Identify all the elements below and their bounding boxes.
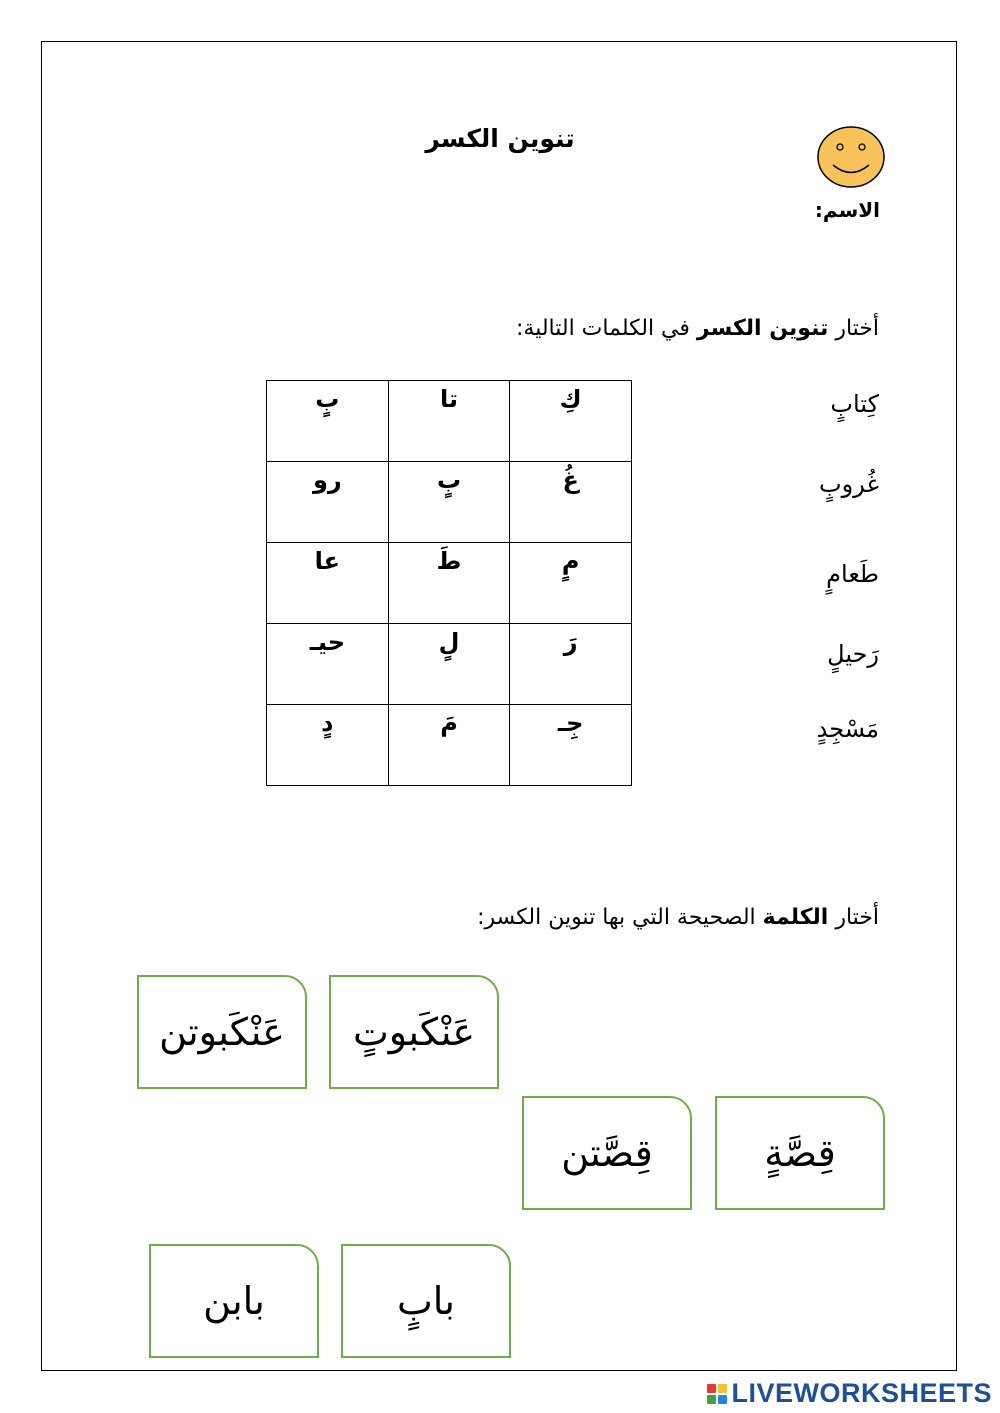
syllable-cell[interactable]: مَ [388, 705, 510, 786]
table-row [267, 543, 632, 624]
instruction-text: في الكلمات التالية: [515, 316, 697, 341]
syllable-cell[interactable]: غُ [510, 462, 632, 543]
syllable-cell[interactable]: مٍ [510, 543, 632, 624]
smiley-face-icon [816, 125, 886, 189]
name-label: الاسم: [814, 198, 880, 222]
syllable-cell[interactable]: رو [267, 462, 389, 543]
syllable-cell[interactable]: حيـ [267, 624, 389, 705]
instruction-bold: تنوين الكسر [696, 316, 829, 341]
instruction-text: أختار [828, 316, 879, 341]
word-card[interactable]: عَنْكَبوتن [137, 975, 307, 1089]
table-row [267, 462, 632, 543]
instruction-choose-tanween [516, 316, 879, 341]
syllable-table [266, 380, 632, 786]
instruction-text: الصحيحة التي بها تنوين الكسر: [477, 905, 763, 930]
syllable-cell[interactable]: عا [267, 543, 389, 624]
word-card[interactable]: عَنْكَبوتٍ [329, 975, 499, 1089]
syllable-cell[interactable]: كِ [510, 381, 632, 462]
syllable-cell[interactable]: طَ [388, 543, 510, 624]
syllable-cell[interactable]: تا [388, 381, 510, 462]
liveworksheets-logo [707, 1378, 992, 1409]
word-item: غُروبٍ [819, 470, 879, 498]
syllable-cell[interactable]: بٍ [267, 381, 389, 462]
word-card[interactable]: بابن [149, 1244, 319, 1358]
watermark-text: LIVEWORKSHEETS [731, 1378, 992, 1408]
syllable-cell[interactable]: بٍ [388, 462, 510, 543]
word-item: مَسْجِدٍ [816, 715, 879, 743]
word-card[interactable]: قِصَّتن [522, 1096, 692, 1210]
instruction-bold: الكلمة [762, 905, 829, 930]
syllable-cell[interactable]: لٍ [388, 624, 510, 705]
syllable-cell[interactable]: جِـ [510, 705, 632, 786]
page-title: تنوين الكسر [425, 124, 575, 153]
instruction-text: أختار [828, 905, 879, 930]
instruction-choose-word [477, 905, 879, 930]
liveworksheets-icon [707, 1384, 727, 1404]
word-card[interactable]: بابٍ [341, 1244, 511, 1358]
table-row [267, 381, 632, 462]
word-item: كِتابٍ [830, 390, 879, 418]
word-item: طَعامٍ [826, 560, 879, 588]
syllable-cell[interactable]: رَ [510, 624, 632, 705]
syllable-cell[interactable]: دٍ [267, 705, 389, 786]
table-row [267, 705, 632, 786]
word-item: رَحيلٍ [827, 640, 879, 668]
word-card[interactable]: قِصَّةٍ [715, 1096, 885, 1210]
table-row [267, 624, 632, 705]
